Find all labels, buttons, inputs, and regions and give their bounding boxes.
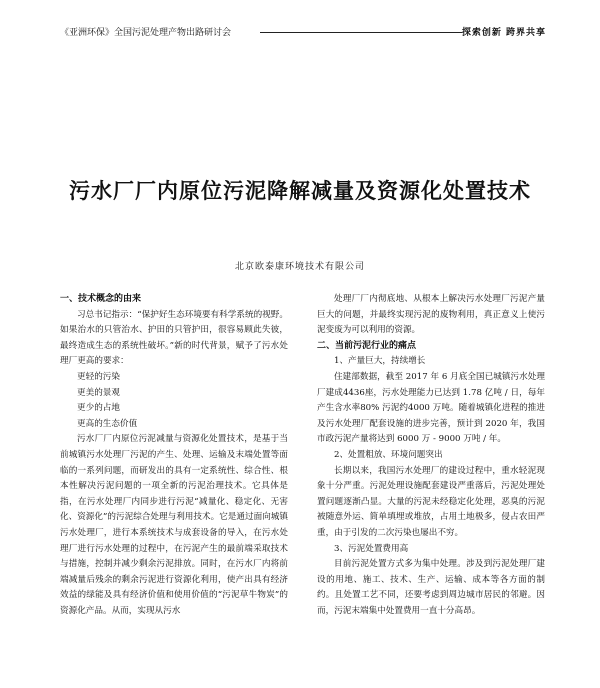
- header-journal: 《亚洲环保》全国污泥处理产物出路研讨会: [60, 28, 232, 38]
- right-column: [317, 292, 545, 619]
- subsection3-text: 目前污泥处置方式多为集中处理。涉及到污泥处理厂建设的用地、施工、技术、生产、运输、成本等各方面的制约。且处置工艺不同，还要考虑到周边城市居民的邻避。因而，污泥末端集中处置费用一直十分高昂。: [317, 559, 545, 616]
- list-item: 更高的生态价值: [77, 418, 138, 429]
- subsection2-heading: 2、处置粗放、环境问题突出: [334, 449, 443, 460]
- article-organization: 北京欧泰康环境技术有限公司: [234, 262, 365, 272]
- left-column: [60, 292, 288, 619]
- subsection3-heading: 3、污泥处置费用高: [334, 543, 409, 554]
- section1-para1: 习总书记指示：“保护好生态环境要有科学系统的视野。如果治水的只管治水、护田的只管护田，很容易顾此失彼，最终造成生态的系统性破坏。”新的时代背景，赋予了污水处理厂更高的要求：: [60, 309, 288, 367]
- list-item: 更轻的污染: [77, 371, 120, 382]
- subsection2-text: 长期以来，我国污水处理厂的建设过程中，重水轻泥现象十分严重。污泥处理设施配套建设严重落后，污泥处理处置问题逐渐凸显。大量的污泥未经稳定化处理，恶臭的污泥被随意外运、简单填埋或堆放，占用土地极多，侵占农田严重，由于引发的二次污染也屡出不穷。: [317, 465, 545, 538]
- subsection1-text: 住建部数据，截至 2017 年 6 月底全国已城镇污水处理厂建成4436座，污水处理能力已达到 1.78 亿吨 / 日，每年产生含水率80% 污泥约4000 万吨。随着城镇化进程的推进及污水处理厂配套设施的进步完善，预计到 2020 年，我国市政污泥产量将达到 6000 万 - 9000 万吨 / 年。: [317, 371, 545, 445]
- header-rule: [260, 32, 462, 33]
- section1-para2: 污水厂厂内原位污泥减量与资源化处置技术，是基于当前城镇污水处理厂污泥的产生、处理、运输及末端处置等面临的一系列问题，而研发出的具有一定系统性、综合性、根本性解决污泥问题的一项全新的污泥治理技术。它具体是指，在污水处理厂内同步进行污泥“减量化、稳定化、无害化、资源化”的污泥综合处理与利用技术。它是通过面向城镇污水处理厂，进行本系统技术与成套设备的导入，在污水处理厂进行污水处理的过程中，在污泥产生的最前端采取技术与措施，控制并减少剩余污泥排放。同时，在污水厂内将前端减量后残余的剩余污泥进行资源化利用，使产出具有经济效益的绿能及具有经济价值和使用价值的“污泥草牛物炭”的资源化产品。从而，实现从污水: [60, 434, 288, 616]
- list-item: 更少的占地: [77, 403, 120, 414]
- section1-heading: 一、技术概念的由来: [60, 294, 142, 304]
- header-slogan: 探索创新 跨界共享: [461, 28, 546, 38]
- subsection1-heading: 1、产量巨大，持续增长: [334, 356, 426, 367]
- list-item: 更美的景观: [77, 387, 120, 398]
- page-header: [60, 23, 546, 41]
- section2-heading: 二、当前污泥行业的痛点: [317, 340, 417, 351]
- article-title: 污水厂厂内原位污泥降解减量及资源化处置技术: [69, 178, 531, 203]
- section1-para-continued: 处理厂厂内彻底地、从根本上解决污水处理厂污泥产量巨大的问题，并最终实现污泥的废物利用，真正意义上使污泥变废为可以利用的资源。: [317, 294, 545, 336]
